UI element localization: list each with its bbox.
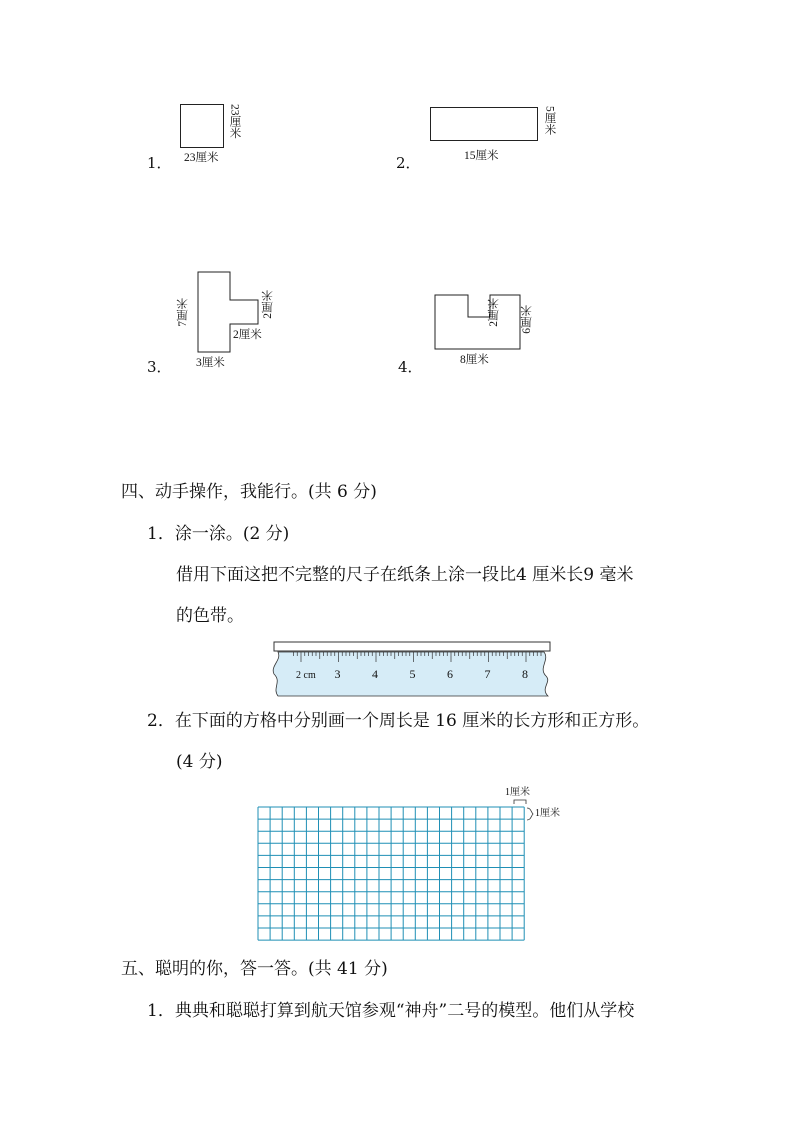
shape-1-bottom-label: 23厘米 <box>184 152 219 164</box>
ruler-unit-label: 2 cm <box>296 670 316 681</box>
question-2-text-line1: 2．在下面的方格中分别画一个周长是 16 厘米的长方形和正方形。 <box>147 711 650 731</box>
question-1-text-line2: 的色带。 <box>176 606 244 626</box>
shape-3-polygon <box>190 268 270 358</box>
square-grid[interactable] <box>257 806 527 946</box>
section-5-heading: 五、聪明的你，答一答。(共 41 分) <box>121 959 388 979</box>
ruler-edge <box>274 642 550 651</box>
shape-4-notch-label: 2厘米 <box>488 298 500 327</box>
question-1-text-line1: 借用下面这把不完整的尺子在纸条上涂一段比4 厘米长9 毫米 <box>176 565 634 585</box>
ruler-number: 7 <box>484 667 491 681</box>
shape-3-number: 3． <box>147 358 172 376</box>
shape-3-bottom-label: 3厘米 <box>196 357 225 369</box>
shape-2-number: 2． <box>396 154 421 172</box>
ruler-number: 5 <box>409 667 416 681</box>
shape-4-bottom-label: 8厘米 <box>460 354 489 366</box>
shape-2-side-label: 5厘米 <box>543 106 556 135</box>
shape-1-side-label: 23厘米 <box>228 104 241 139</box>
ruler-number: 6 <box>447 667 453 681</box>
ruler-number: 3 <box>334 667 341 681</box>
shape-3-notch-label: 2厘米 <box>233 329 262 341</box>
section-4-heading: 四、动手操作，我能行。(共 6 分) <box>121 482 377 502</box>
ruler-number: 4 <box>372 667 378 681</box>
shape-4-right-label: 6厘米 <box>521 305 533 334</box>
shape-3-right-label: 2厘米 <box>262 290 274 319</box>
ruler-number: 8 <box>522 667 528 681</box>
shape-3-left-label: 7厘米 <box>177 298 189 327</box>
section-5-question-1-line1: 1．典典和聪聪打算到航天馆参观“神舟”二号的模型。他们从学校 <box>147 1001 635 1021</box>
question-2-text-line2: (4 分) <box>176 752 223 772</box>
question-1-title: 1．涂一涂。(2 分) <box>147 524 290 544</box>
grid-scale-label-top: 1厘米 <box>505 787 530 798</box>
shape-2-bottom-label: 15厘米 <box>464 150 499 162</box>
shape-4-number: 4． <box>398 358 423 376</box>
shape-1-square <box>180 104 224 148</box>
shape-2-rectangle <box>430 107 538 141</box>
shape-1-number: 1． <box>147 154 172 172</box>
grid-scale-label-right: 1厘米 <box>535 808 560 819</box>
shape-4-polygon <box>430 290 530 354</box>
